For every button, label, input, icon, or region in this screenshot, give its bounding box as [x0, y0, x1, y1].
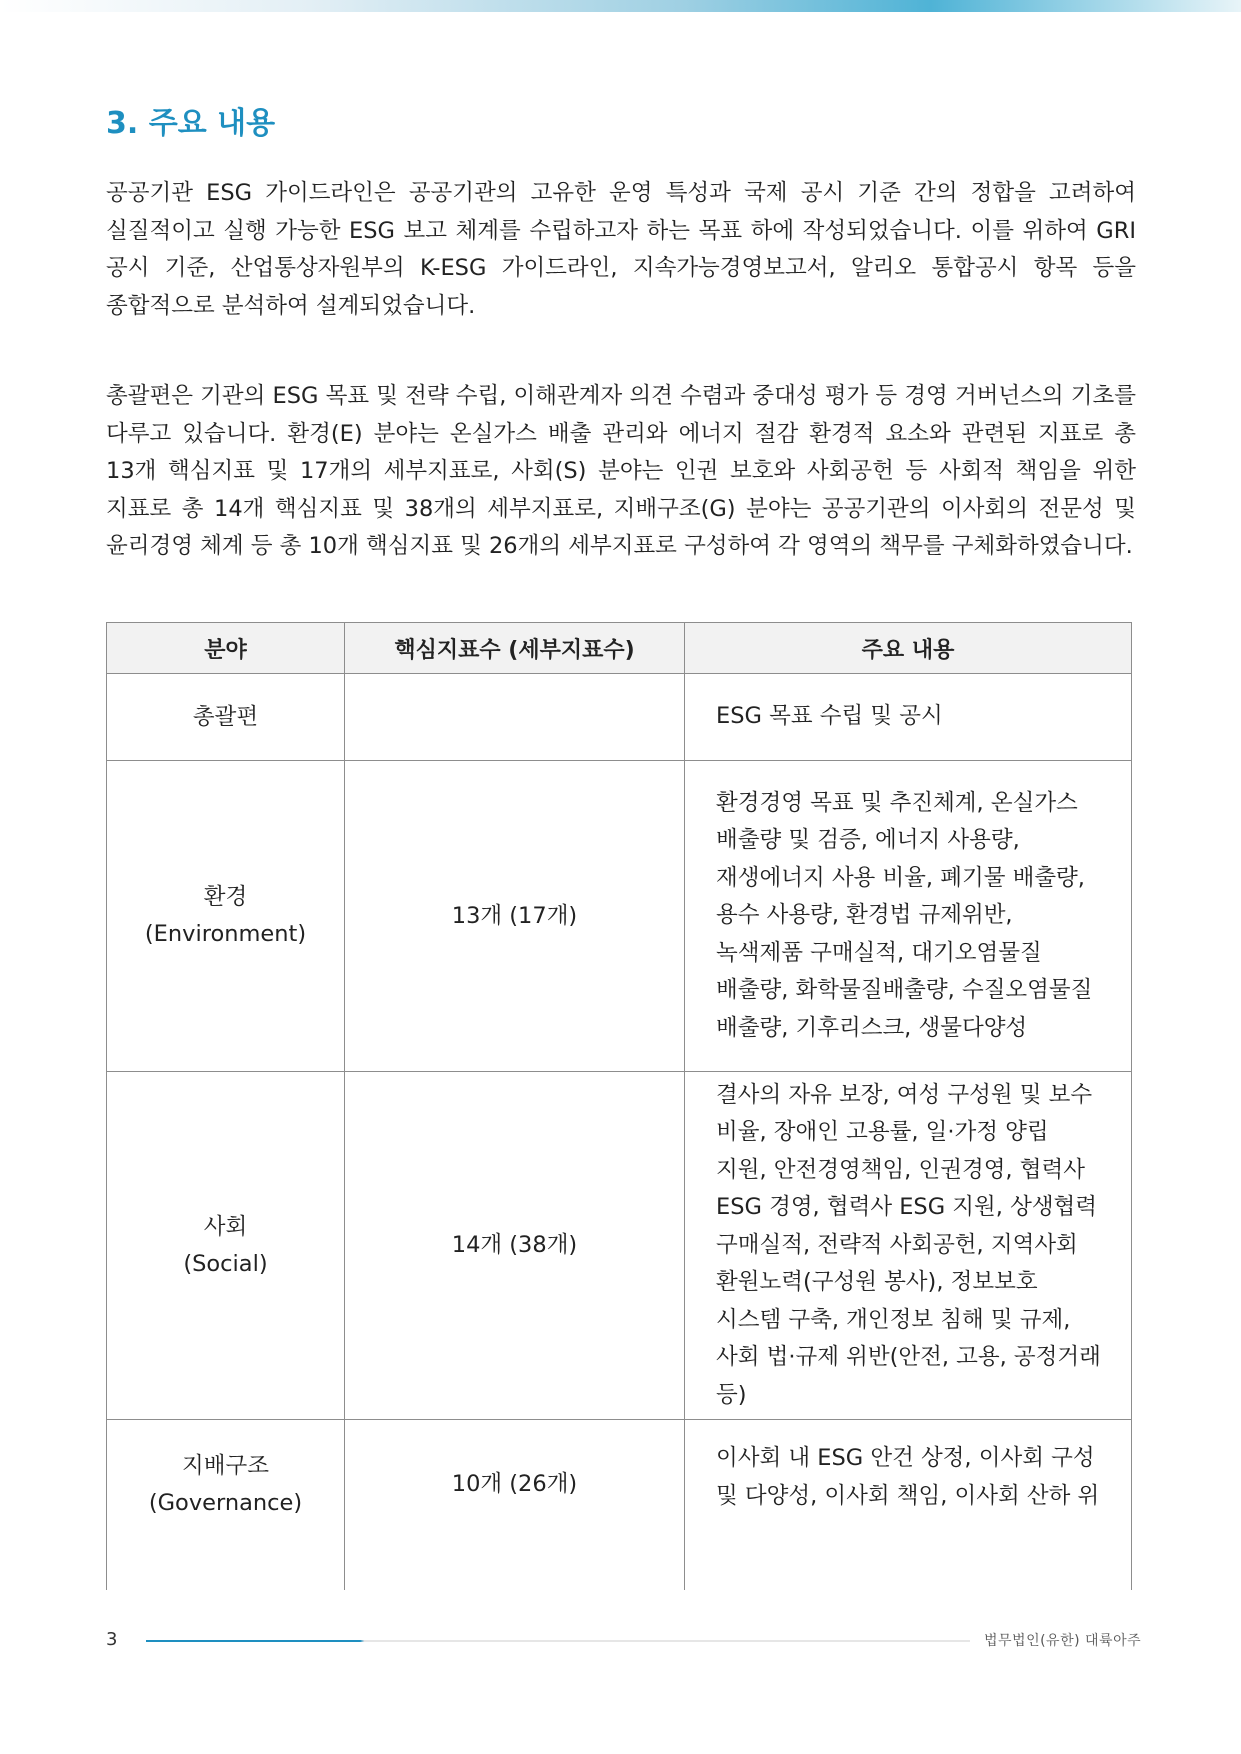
- row-field-name: 총괄편: [192, 703, 259, 730]
- header-field: 분야: [107, 623, 345, 674]
- table-row: [107, 674, 1132, 761]
- page-number: 3: [106, 1629, 118, 1650]
- row-field-english: (Governance): [148, 1490, 303, 1516]
- header-count: 핵심지표수 (세부지표수): [345, 623, 685, 674]
- table-row: [107, 1072, 1132, 1420]
- row-field-name: 지배구조: [182, 1453, 269, 1479]
- row-count: 13개 (17개): [345, 761, 685, 1072]
- row-count: 14개 (38개): [345, 1072, 685, 1420]
- row-content: 이사회 내 ESG 안건 상정, 이사회 구성 및 다양성, 이사회 책임, 이사회 산하 위: [685, 1420, 1132, 1591]
- table-row: [107, 1420, 1132, 1591]
- row-field-english: (Environment): [144, 921, 307, 947]
- row-count: 10개 (26개): [345, 1420, 685, 1591]
- row-field-name: 환경: [203, 884, 248, 910]
- row-field: [107, 1072, 345, 1420]
- summary-paragraph: 총괄편은 기관의 ESG 목표 및 전략 수립, 이해관계자 의견 수렴과 중대성 평가 등 경영 거버넌스의 기초를 다루고 있습니다. 환경(E) 분야는 온실가스 배출 관리와 에너지 절감 환경적 요소와 관련된 지표로 총 13개 핵심지표 및 17개의 세부지표로, 사회(S) 분야는 인권 보호와 사회공헌 등 사회적 책임을 위한 지표로 총 14개 핵심지표 및 38개의 세부지표로, 지배구조(G) 분야는 공공기관의 이사회의 전문성 및 윤리경영 체계 등 총 10개 핵심지표 및 26개의 세부지표로 구성하여 각 영역의 책무를 구체화하였습니다.: [106, 383, 1136, 559]
- row-field-name: 사회: [203, 1213, 248, 1240]
- header-content: 주요 내용: [685, 623, 1132, 674]
- row-content: ESG 목표 수립 및 공시: [685, 674, 1132, 761]
- row-field: [107, 761, 345, 1072]
- esg-indicator-table: [106, 622, 1132, 1590]
- row-content: 환경경영 목표 및 추진체계, 온실가스 배출량 및 검증, 에너지 사용량, 재생에너지 사용 비율, 폐기물 배출량, 용수 사용량, 환경법 규제위반, 녹색제품 구매실적, 대기오염물질 배출량, 화학물질배출량, 수질오염물질 배출량, 기후리스크, 생물다양성: [685, 761, 1132, 1072]
- row-field-english: (Social): [183, 1250, 268, 1277]
- intro-paragraph: 공공기관 ESG 가이드라인은 공공기관의 고유한 운영 특성과 국제 공시 기준 간의 정합을 고려하여 실질적이고 실행 가능한 ESG 보고 체계를 수립하고자 하는 목표 하에 작성되었습니다. 이를 위하여 GRI 공시 기준, 산업통상자원부의 K-ESG 가이드라인, 지속가능경영보고서, 알리오 통합공시 항목 등을 종합적으로 분석하여 설계되었습니다.: [106, 180, 1136, 319]
- footer-brand: 법무법인(유한) 대륙아주: [984, 1633, 1142, 1649]
- row-field: [107, 674, 345, 761]
- table-header-row: [107, 623, 1132, 674]
- row-count: [345, 674, 685, 761]
- row-field: [107, 1420, 345, 1591]
- section-title: 3. 주요 내용: [106, 106, 276, 141]
- table-row: [107, 761, 1132, 1072]
- top-accent-bar: [0, 0, 1241, 12]
- footer-divider: [146, 1640, 970, 1642]
- row-content: 결사의 자유 보장, 여성 구성원 및 보수 비율, 장애인 고용률, 일·가정 양립 지원, 안전경영책임, 인권경영, 협력사 ESG 경영, 협력사 ESG 지원, 상생협력 구매실적, 전략적 사회공헌, 지역사회 환원노력(구성원 봉사), 정보보호 시스템 구축, 개인정보 침해 및 규제, 사회 법·규제 위반(안전, 고용, 공정거래 등): [685, 1072, 1132, 1420]
